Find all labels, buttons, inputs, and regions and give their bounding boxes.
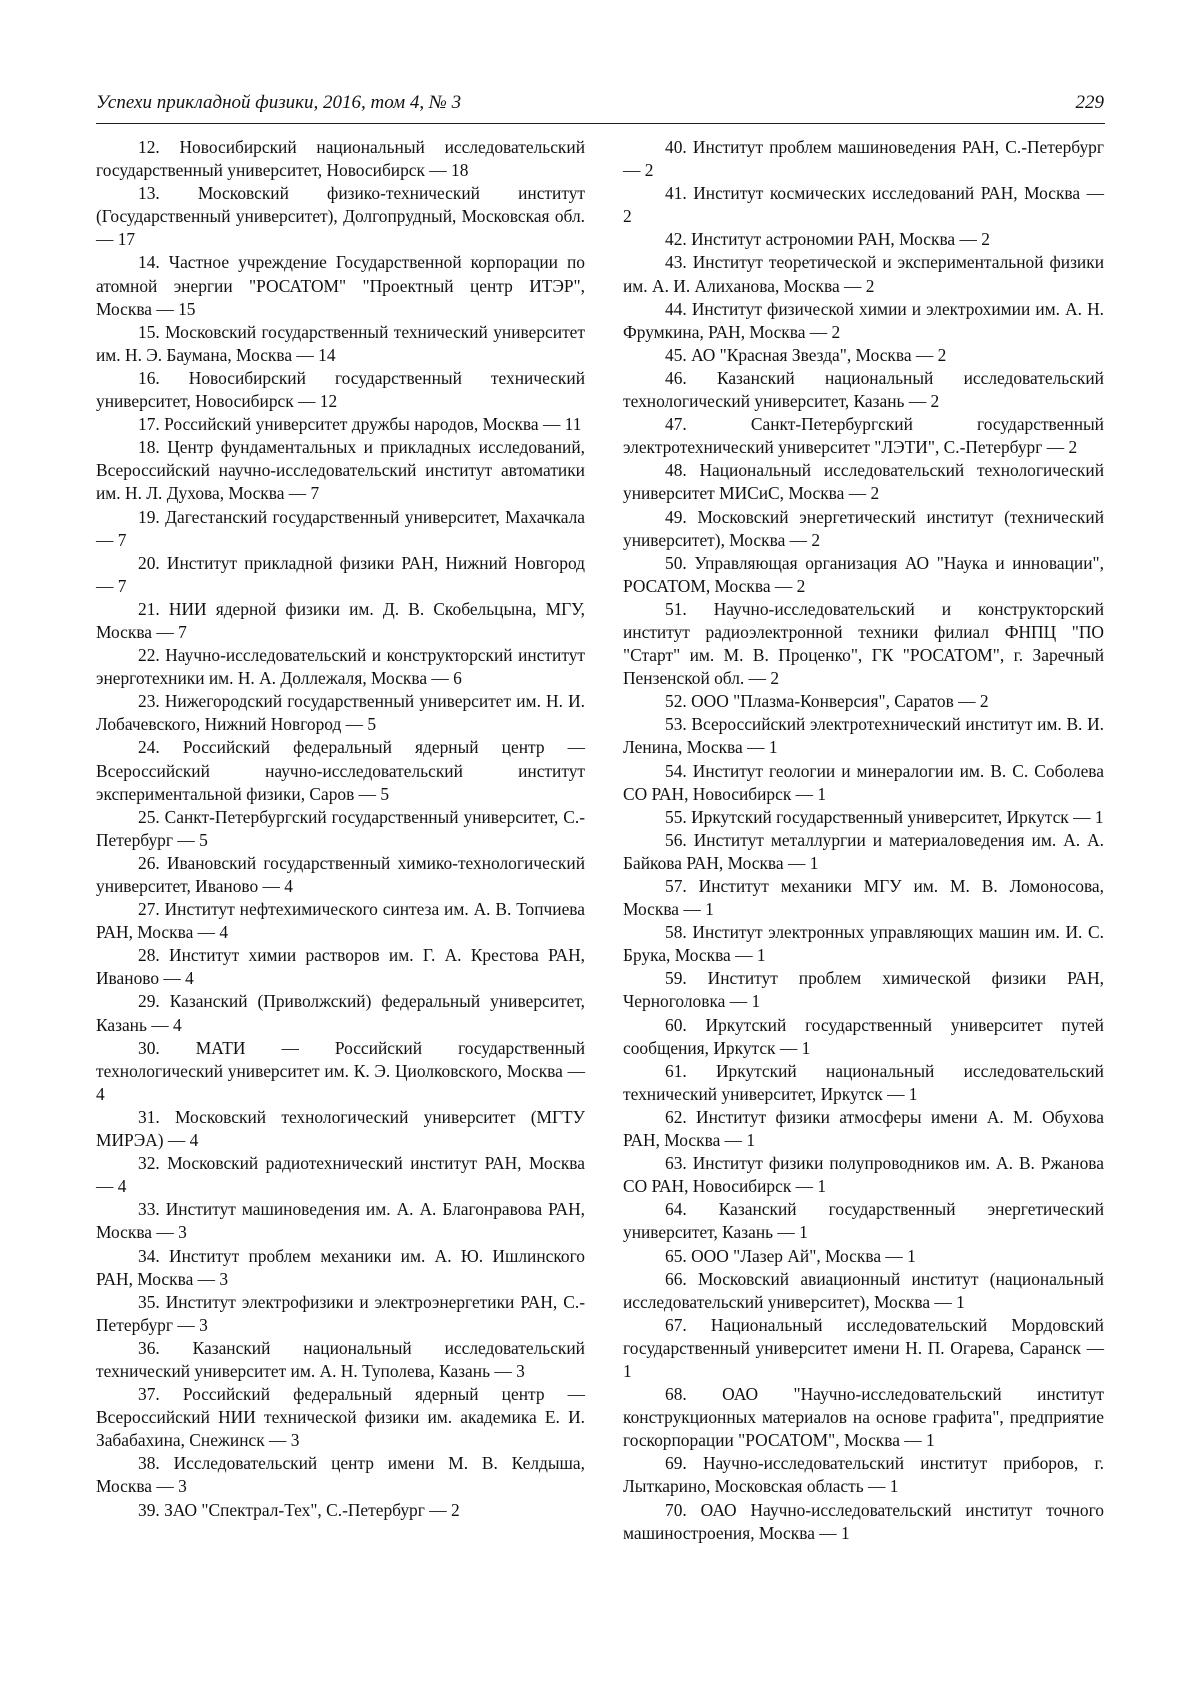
list-item: 67. Национальный исследовательский Мордовский государственный университет имени Н. П. Огарева, Саранск — 1 (623, 1314, 1104, 1381)
list-item: 14. Частное учреждение Государственной корпорации по атомной энергии "РОСАТОМ" "Проектный центр ИТЭР", Москва — 15 (96, 252, 585, 319)
list-item: 12. Новосибирский национальный исследовательский государственный университет, Новосибирск — 18 (96, 137, 585, 181)
running-header (96, 92, 1104, 120)
journal-title: Успехи прикладной физики, 2016, том 4, № 3 (96, 92, 462, 113)
list-item: 59. Институт проблем химической физики РАН, Черноголовка — 1 (623, 968, 1104, 1012)
list-item: 70. ОАО Научно-исследовательский институт точного машиностроения, Москва — 1 (623, 1499, 1104, 1543)
list-item: 21. НИИ ядерной физики им. Д. В. Скобельцына, МГУ, Москва — 7 (96, 598, 585, 642)
list-item: 27. Институт нефтехимического синтеза им. А. В. Топчиева РАН, Москва — 4 (96, 899, 585, 943)
list-item: 45. АО "Красная Звезда", Москва — 2 (665, 344, 947, 365)
list-item: 47. Санкт-Петербургский государственный электротехнический университет "ЛЭТИ", С.-Петербург — 2 (623, 414, 1104, 458)
list-item: 46. Казанский национальный исследовательский технологический университет, Казань — 2 (623, 367, 1104, 412)
list-item: 35. Институт электрофизики и электроэнергетики РАН, С.-Петербург — 3 (96, 1291, 585, 1335)
list-item: 24. Российский федеральный ядерный центр — Всероссийский научно-исследовательский институт экспериментальной физики, Саров — 5 (96, 737, 585, 804)
list-item: 51. Научно-исследовательский и конструкторский институт радиоэлектронной техники филиал ФНПЦ "ПО "Старт" им. М. В. Проценко", ГК "РОСАТОМ", г. Заречный Пензенской обл. — 2 (623, 598, 1104, 689)
list-item: 33. Институт машиноведения им. А. А. Благонравова РАН, Москва — 3 (96, 1199, 585, 1243)
list-item: 32. Московский радиотехнический институт РАН, Москва — 4 (96, 1153, 585, 1197)
list-item: 28. Институт химии растворов им. Г. А. Крестова РАН, Иваново — 4 (96, 945, 585, 989)
list-item: 60. Иркутский государственный университет путей сообщения, Иркутск — 1 (623, 1014, 1104, 1058)
list-item: 22. Научно-исследовательский и конструкторский институт энерготехники им. Н. А. Доллежаля, Москва — 6 (96, 645, 585, 689)
list-item: 20. Институт прикладной физики РАН, Нижний Новгород — 7 (96, 552, 585, 596)
list-item: 19. Дагестанский государственный университет, Махачкала — 7 (96, 506, 585, 550)
list-item: 31. Московский технологический университет (МГТУ МИРЭА) — 4 (96, 1106, 585, 1151)
page-number: 229 (1075, 92, 1104, 113)
list-item: 44. Институт физической химии и электрохимии им. А. Н. Фрумкина, РАН, Москва — 2 (623, 298, 1104, 342)
list-item: 64. Казанский государственный энергетический университет, Казань — 1 (623, 1199, 1104, 1243)
list-item: 56. Институт металлургии и материаловедения им. А. А. Байкова РАН, Москва — 1 (623, 829, 1104, 873)
list-item: 13. Московский физико-технический институт (Государственный университет), Долгопрудный, Московская обл. — 17 (96, 183, 585, 250)
list-item: 69. Научно-исследовательский институт приборов, г. Лыткарино, Московская область — 1 (623, 1453, 1104, 1497)
list-item: 25. Санкт-Петербургский государственный университет, С.-Петербург — 5 (96, 806, 585, 850)
left-column (96, 136, 585, 1522)
list-item: 23. Нижегородский государственный университет им. Н. И. Лобачевского, Нижний Новгород — 5 (96, 691, 585, 735)
list-item: 57. Институт механики МГУ им. М. В. Ломоносова, Москва — 1 (623, 876, 1104, 920)
list-item: 50. Управляющая организация АО "Наука и инновации", РОСАТОМ, Москва — 2 (623, 552, 1104, 596)
list-item: 48. Национальный исследовательский технологический университет МИСиС, Москва — 2 (623, 460, 1104, 504)
list-item: 55. Иркутский государственный университет, Иркутск — 1 (665, 806, 1104, 827)
list-item: 15. Московский государственный технический университет им. Н. Э. Баумана, Москва — 14 (96, 321, 585, 365)
list-item: 34. Институт проблем механики им. А. Ю. Ишлинского РАН, Москва — 3 (96, 1245, 585, 1289)
list-item: 53. Всероссийский электротехнический институт им. В. И. Ленина, Москва — 1 (623, 714, 1104, 758)
list-item: 40. Институт проблем машиноведения РАН, С.-Петербург — 2 (623, 137, 1104, 181)
right-column (623, 136, 1104, 1545)
list-item: 18. Центр фундаментальных и прикладных исследований, Всероссийский научно-исследовательский институт автоматики им. Н. Л. Духова, Москва — 7 (96, 437, 585, 504)
list-item: 38. Исследовательский центр имени М. В. Келдыша, Москва — 3 (96, 1453, 585, 1497)
list-item: 62. Институт физики атмосферы имени А. М. Обухова РАН, Москва — 1 (623, 1106, 1104, 1151)
header-rule (96, 123, 1105, 124)
list-item: 68. ОАО "Научно-исследовательский институт конструкционных материалов на основе графита", предприятие госкорпорации "РОСАТОМ", Москва — 1 (623, 1384, 1104, 1451)
list-item: 63. Институт физики полупроводников им. А. В. Ржанова СО РАН, Новосибирск — 1 (623, 1153, 1104, 1197)
list-item: 66. Московский авиационный институт (национальный исследовательский университет), Москва — 1 (623, 1268, 1104, 1312)
list-item: 30. МАТИ — Российский государственный технологический университет им. К. Э. Циолковского, Москва — 4 (96, 1037, 585, 1104)
list-item: 52. ООО "Плазма-Конверсия", Саратов — 2 (665, 691, 989, 712)
list-item: 54. Институт геологии и минералогии им. В. С. Соболева СО РАН, Новосибирск — 1 (623, 760, 1104, 804)
list-item: 29. Казанский (Приволжский) федеральный университет, Казань — 4 (96, 991, 585, 1035)
list-item: 41. Институт космических исследований РАН, Москва — 2 (623, 183, 1104, 227)
list-item: 61. Иркутский национальный исследовательский технический университет, Иркутск — 1 (623, 1060, 1104, 1104)
list-item: 58. Институт электронных управляющих машин им. И. С. Брука, Москва — 1 (623, 922, 1104, 966)
list-item: 37. Российский федеральный ядерный центр — Всероссийский НИИ технической физики им. академика Е. И. Забабахина, Снежинск — 3 (96, 1384, 585, 1451)
list-item: 65. ООО "Лазер Ай", Москва — 1 (665, 1245, 916, 1266)
list-item: 16. Новосибирский государственный технический университет, Новосибирск — 12 (96, 367, 585, 412)
list-item: 49. Московский энергетический институт (технический университет), Москва — 2 (623, 506, 1104, 550)
list-item: 43. Институт теоретической и экспериментальной физики им. А. И. Алиханова, Москва — 2 (623, 252, 1104, 296)
list-item: 36. Казанский национальный исследовательский технический университет им. А. Н. Туполева, Казань — 3 (96, 1337, 585, 1381)
list-item: 42. Институт астрономии РАН, Москва — 2 (665, 229, 990, 250)
list-item: 26. Ивановский государственный химико-технологический университет, Иваново — 4 (96, 852, 585, 896)
list-item: 39. ЗАО "Спектрал-Тех", С.-Петербург — 2 (138, 1499, 460, 1520)
list-item: 17. Российский университет дружбы народов, Москва — 11 (138, 414, 582, 435)
